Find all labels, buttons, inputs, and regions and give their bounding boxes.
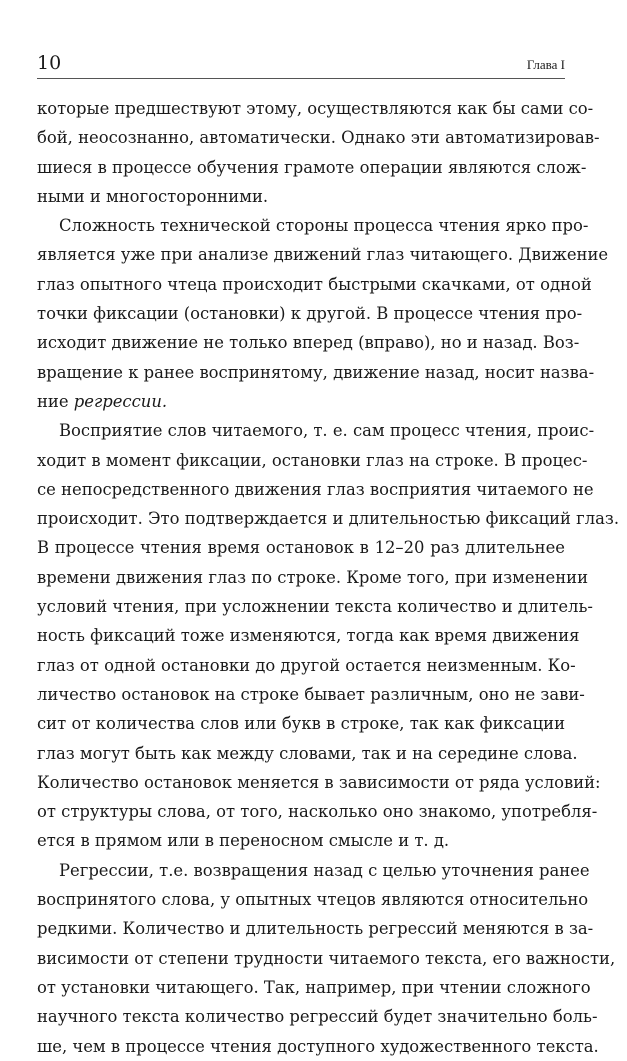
running-header — [37, 52, 565, 79]
paragraph — [37, 94, 600, 211]
text-line: ходит в момент фиксации, остановки глаз на строке. В процес- — [37, 450, 588, 470]
text-line: Количество остановок меняется в зависимости от ряда условий: — [37, 772, 601, 792]
text-line: бой, неосознанно, автоматически. Однако эти автоматизировав- — [37, 128, 600, 148]
text-line: времени движения глаз по строке. Кроме того, при изменении — [37, 567, 589, 587]
page-body — [37, 94, 620, 1061]
text-line: Восприятие слов читаемого, т. е. сам процесс чтения, проис- — [59, 421, 595, 441]
text-line: научного текста количество регрессий будет значительно боль- — [37, 1007, 598, 1027]
text-line: условий чтения, при усложнении текста количество и длитель- — [37, 597, 593, 617]
text-line: личество остановок на строке бывает различным, оно не зави- — [37, 684, 585, 704]
text-line: глаз от одной остановки до другой остается неизменным. Ко- — [37, 655, 576, 675]
text-line: висимости от степени трудности читаемого текста, его важности, — [37, 948, 616, 968]
text-line: от структуры слова, от того, насколько оно знакомо, употребля- — [37, 802, 598, 822]
text-line: ется в прямом или в переносном смысле и т. д. — [37, 831, 450, 851]
text-line: Регрессии, т.е. возвращения назад с целью уточнения ранее — [59, 860, 590, 880]
text-line: происходит. Это подтверждается и длительностью фиксаций глаз. — [37, 509, 620, 529]
paragraph — [37, 211, 609, 416]
text-line: от установки читающего. Так, например, при чтении сложного — [37, 977, 591, 997]
text-line: ше, чем в процессе чтения доступного художественного текста. — [37, 1036, 599, 1056]
text-line: ными и многосторонними. — [37, 186, 269, 206]
text-line: точки фиксации (остановки) к другой. В процессе чтения про- — [37, 304, 583, 324]
paragraph — [37, 856, 616, 1061]
text-line: сит от количества слов или букв в строке, так как фиксации — [37, 714, 565, 734]
text-line: Сложность технической стороны процесса чтения ярко про- — [59, 216, 589, 236]
text-line: является уже при анализе движений глаз читающего. Движение — [37, 245, 609, 265]
text-line: се непосредственного движения глаз восприятия читаемого не — [37, 479, 594, 499]
text-line: которые предшествуют этому, осуществляются как бы сами со- — [37, 99, 594, 118]
text-line: исходит движение не только вперед (вправо), но и назад. Воз- — [37, 333, 580, 353]
page-number: 10 — [37, 52, 62, 74]
paragraph — [37, 416, 620, 855]
text-line: глаз опытного чтеца происходит быстрыми скачками, от одной — [37, 274, 592, 294]
chapter-title: Глава I — [526, 57, 565, 72]
text-line: вращение к ранее воспринятому, движение назад, носит назва- — [37, 362, 595, 382]
term-regression: регрессии. — [73, 391, 168, 411]
text-line: глаз могут быть как между словами, так и на середине слова. — [37, 743, 578, 763]
text-line: В процессе чтения время остановок в 12–20 раз длительнее — [37, 538, 565, 558]
text-line — [37, 387, 565, 416]
text-span: ние — [37, 391, 74, 411]
text-line: ность фиксаций тоже изменяются, тогда как время движения — [37, 626, 580, 646]
text-line: воспринятого слова, у опытных чтецов являются относительно — [37, 890, 589, 910]
text-line: шиеся в процессе обучения грамоте операции являются слож- — [37, 157, 587, 177]
text-line: редкими. Количество и длительность регрессий меняются в за- — [37, 919, 594, 939]
